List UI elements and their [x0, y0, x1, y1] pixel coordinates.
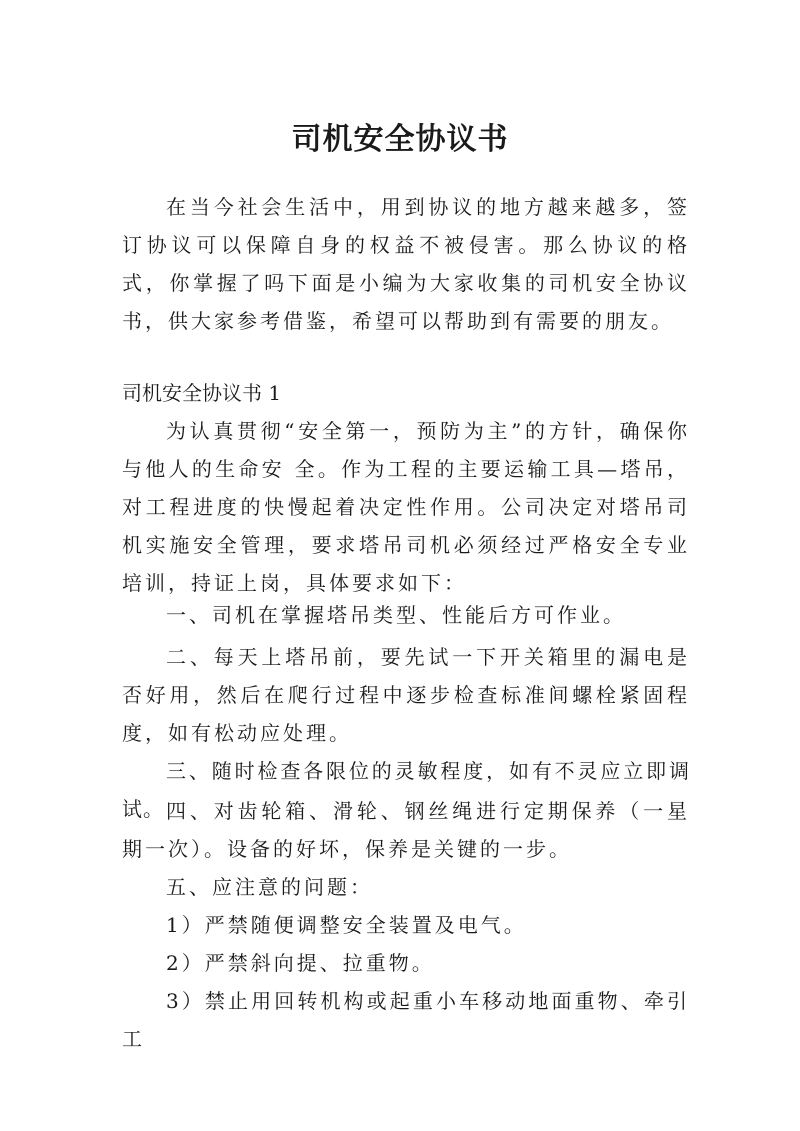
body-paragraph-8: 2）严禁斜向提、拉重物。 [166, 951, 435, 975]
section-heading: 司机安全协议书 1 [122, 381, 282, 405]
intro-paragraph: 在当今社会生活中，用到协议的地方越来越多，签订协议可以保障自身的权益不被侵害。那么协议的格式，你掌握了吗下面是小编为大家收集的司机安全协议书，供大家参考借鉴，希望可以帮助到有需要的朋友。 [122, 195, 690, 333]
document-title: 司机安全协议书 [291, 122, 509, 158]
body-paragraph-3: 二、每天上塔吊前，要先试一下开关箱里的漏电是否好用，然后在爬行过程中逐步检查标准间螺栓紧固程度，如有松动应处理。 [122, 645, 690, 745]
body-paragraph-4: 三、随时检查各限位的灵敏程度，如有不灵应立即调试。 [122, 759, 690, 821]
body-paragraph-6: 五、应注意的问题： [166, 875, 373, 899]
body-paragraph-9: 3）禁止用回转机构或起重小车移动地面重物、牵引工 [122, 989, 690, 1051]
body-paragraph-7: 1）严禁随便调整安全装置及电气。 [166, 913, 527, 937]
body-paragraph-5: 四、对齿轮箱、滑轮、钢丝绳进行定期保养（一星期一次）。设备的好坏，保养是关键的一步。 [122, 799, 690, 861]
body-paragraph-2: 一、司机在掌握塔吊类型、性能后方可作业。 [166, 603, 626, 627]
body-paragraph-1: 为认真贯彻“安全第一，预防为主”的方针，确保你与他人的生命安 全。作为工程的主要运输工具—塔吊，对工程进度的快慢起着决定性作用。公司决定对塔吊司机实施安全管理，要求塔吊司机必须经过严格安全专业培训，持证上岗，具体要求如下： [122, 419, 690, 595]
